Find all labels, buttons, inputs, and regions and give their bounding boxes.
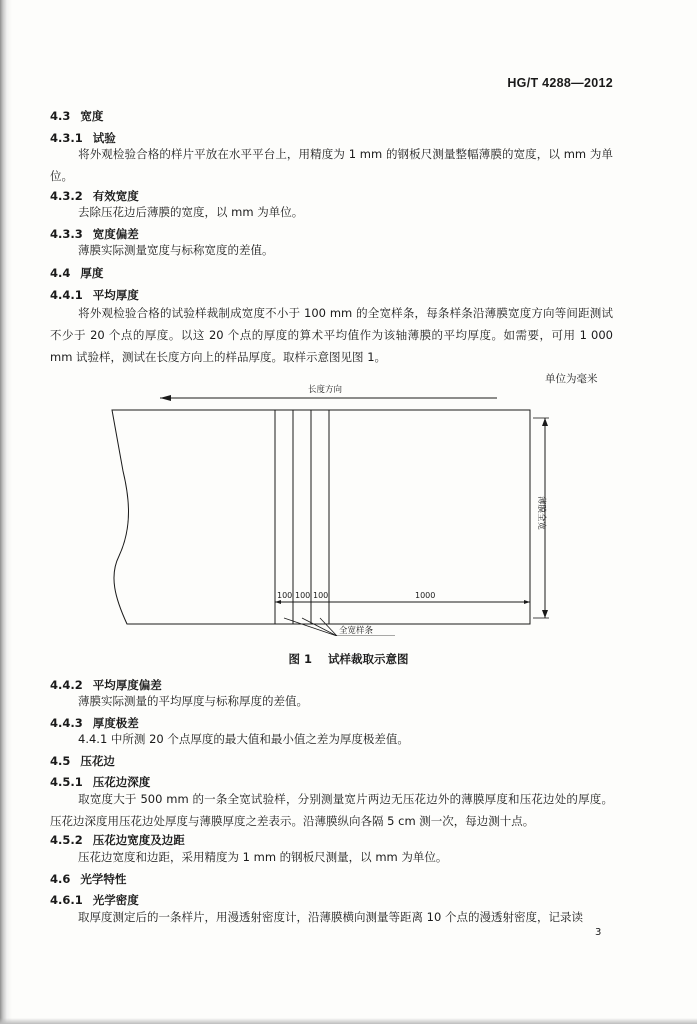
figure-caption — [0, 651, 697, 667]
section-heading-4-3-1: 4.3.1 试验 — [50, 131, 116, 145]
scan-edge-shadow — [0, 0, 12, 1024]
strip-leader-2 — [302, 618, 337, 636]
section-heading-4-3: 4.3 宽度 — [50, 109, 104, 123]
width-arrow-bottom — [542, 610, 548, 618]
paragraph-4-3-1: 将外观检验合格的样片平放在水平平台上，用精度为 1 mm 的钢板尺测量整幅薄膜的宽度，以 mm 为单位。 — [50, 147, 613, 183]
paragraph-4-3-3: 薄膜实际测量宽度与标称宽度的差值。 — [78, 243, 274, 257]
section-heading-4-6-1: 4.6.1 光学密度 — [50, 893, 139, 907]
width-arrow-top — [542, 418, 548, 426]
section-heading-4-5-2: 4.5.2 压花边宽度及边距 — [50, 833, 185, 847]
paragraph-4-4-3: 4.4.1 中所测 20 个点厚度的最大值和最小值之差为厚度极差值。 — [78, 732, 409, 746]
page-number: 3 — [595, 927, 602, 938]
paragraph-4-4-1: 将外观检验合格的试验样裁制成宽度不小于 100 mm 的全宽样条，每条样条沿薄膜宽度方向等间距测试不少于 20 个点的厚度。以这 20 个点的厚度的算术平均值作为该轴薄膜的平均厚度。如需要，可用 1 000 mm 试验样，测试在长度方向上的样品厚度。取样示意图见图 1。 — [50, 306, 613, 364]
paragraph-4-3-2: 去除压花边后薄膜的宽度，以 mm 为单位。 — [78, 205, 304, 219]
section-heading-4-6: 4.6 光学特性 — [50, 872, 127, 886]
dim-arrow-left — [275, 600, 281, 604]
width-label: 薄膜全宽 — [536, 496, 546, 531]
section-heading-4-4-3: 4.4.3 厚度极差 — [50, 716, 139, 730]
section-heading-4-4-2: 4.4.2 平均厚度偏差 — [50, 678, 162, 692]
section-heading-4-4: 4.4 厚度 — [50, 266, 104, 280]
figure-sampling-diagram — [105, 366, 625, 636]
section-heading-4-5: 4.5 压花边 — [50, 754, 115, 768]
scan-bottom-shadow — [0, 1018, 697, 1024]
figure-caption-number: 图 1 — [288, 652, 312, 666]
section-heading-4-5-1: 4.5.1 压花边深度 — [50, 775, 151, 789]
dim-label-100-c: 100 — [313, 591, 329, 600]
length-direction-label: 长度方向 — [308, 385, 343, 395]
paragraph-4-5-1: 取宽度大于 500 mm 的一条全宽试验样，分别测量宽片两边无压花边外的薄膜厚度和压花边处的厚度。压花边深度用压花边处厚度与薄膜厚度之差表示。沿薄膜纵向各隔 5 cm 测一次，每边测十点。 — [50, 792, 613, 828]
paragraph-4-5-2: 压花边宽度和边距，采用精度为 1 mm 的钢板尺测量，以 mm 为单位。 — [78, 850, 448, 864]
unit-note: 单位为毫米 — [545, 373, 598, 385]
dim-arrow-right — [524, 600, 530, 604]
strip-label: 全宽样条 — [339, 626, 374, 636]
dim-label-100-a: 100 — [277, 591, 293, 600]
section-heading-4-3-3: 4.3.3 宽度偏差 — [50, 227, 139, 241]
dim-label-1000: 1000 — [415, 591, 436, 600]
section-heading-4-4-1: 4.4.1 平均厚度 — [50, 288, 139, 302]
figure-caption-title: 试样裁取示意图 — [328, 652, 409, 666]
section-heading-4-3-2: 4.3.2 有效宽度 — [50, 189, 139, 203]
standard-code: HG/T 4288—2012 — [507, 76, 613, 90]
length-arrow-head — [160, 395, 171, 401]
dim-label-100-b: 100 — [295, 591, 311, 600]
paragraph-4-4-2: 薄膜实际测量的平均厚度与标称厚度的差值。 — [78, 694, 308, 708]
paragraph-4-6-1: 取厚度测定后的一条样片，用漫透射密度计，沿薄膜横向测量等距离 10 个点的漫透射密度，记录读 — [78, 910, 583, 924]
